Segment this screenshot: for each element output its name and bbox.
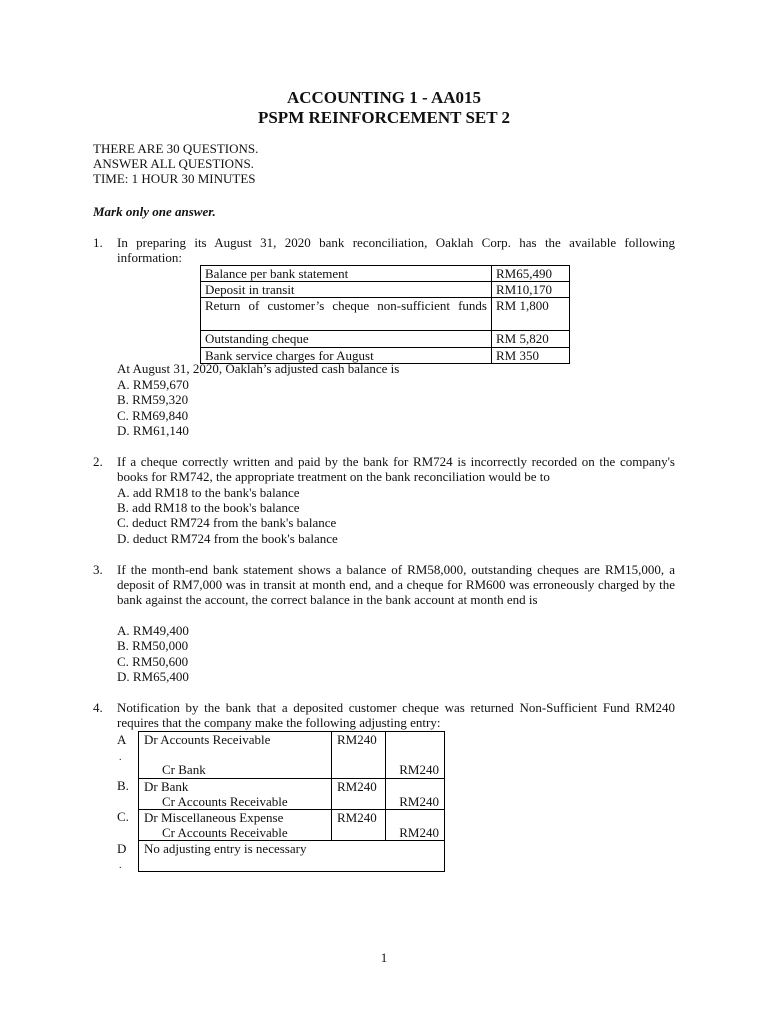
question-number: 4. [93,700,103,715]
debit-amount: RM240 [332,810,386,841]
debit-account: Dr Miscellaneous Expense [144,810,284,826]
table-row [201,331,570,347]
answer-option-c: C. deduct RM724 from the bank's balance [117,515,337,530]
table-row [201,282,570,298]
answer-option-a: A. RM49,400 [117,623,189,638]
table-cell-item: Deposit in transit [201,282,492,298]
answer-option-a: A. RM59,670 [117,377,189,392]
table-row [201,266,570,282]
credit-account: Cr Accounts Receivable [162,793,288,809]
answer-option-b: B. RM50,000 [117,638,189,653]
credit-amount: RM240 [399,825,439,841]
table-cell-amount: RM 350 [492,347,570,363]
option-letter: B. [117,778,129,793]
credit-account: Cr Accounts Receivable [162,825,288,841]
instruction-line: THERE ARE 30 QUESTIONS. [93,141,259,156]
credit-amount: RM240 [399,762,439,778]
debit-amount: RM240 [332,732,386,779]
table-row [201,298,570,331]
answer-option-a: A. add RM18 to the bank's balance [117,485,300,500]
document-title: ACCOUNTING 1 - AA015 [286,88,482,107]
mark-note: Mark only one answer. [93,204,216,219]
answer-option-d: D. deduct RM724 from the book's balance [117,531,338,546]
table-cell-amount: RM10,170 [492,282,570,298]
credit-account: Cr Bank [162,762,206,778]
table-cell-item: Bank service charges for August [201,347,492,363]
question-number: 2. [93,454,103,469]
answer-option-b: B. RM59,320 [117,392,189,407]
journal-option-b [139,778,445,809]
instruction-line: TIME: 1 HOUR 30 MINUTES [93,171,256,187]
table-cell-item: Balance per bank statement [201,266,492,282]
question-number: 3. [93,562,103,577]
table-cell-amount: RM65,490 [492,266,570,282]
question-text: If a cheque correctly written and paid by the bank for RM724 is incorrectly recorded on the company's books for RM742, the appropriate treatment on the bank reconciliation would be to [117,454,675,485]
bank-info-table [200,265,570,364]
answer-option-c: C. RM69,840 [117,408,189,423]
question-text: If the month-end bank statement shows a balance of RM58,000, outstanding cheques are RM15,000, a deposit of RM7,000 was in transit at month end, and a cheque for RM600 was erroneously charged by the bank against the account, the correct balance in the bank account at month end is [117,562,675,608]
option-letter: C. [117,809,129,824]
debit-account: Dr Bank [144,778,189,794]
journal-option-c [139,810,445,841]
question-text: Notification by the bank that a deposited customer cheque was returned Non-Sufficient Fund RM240 requires that the company make the following adjusting entry: [117,700,675,731]
answer-option-b: B. add RM18 to the book's balance [117,500,300,515]
table-cell-amount: RM 1,800 [492,298,570,331]
instruction-line: ANSWER ALL QUESTIONS. [93,156,254,172]
option-letter: A [117,732,127,747]
answer-option-d: D. RM65,400 [117,669,189,684]
table-cell-item: Return of customer’s cheque non-sufficient funds [201,298,492,331]
debit-amount: RM240 [332,778,386,809]
instructions [93,141,258,187]
no-entry-text: No adjusting entry is necessary [139,841,445,872]
journal-entry-table [138,731,445,872]
question-number: 1. [93,235,103,250]
question-text: In preparing its August 31, 2020 bank reconciliation, Oaklah Corp. has the available following information: [117,235,675,266]
answer-option-d: D. RM61,140 [117,423,189,438]
document-page: ACCOUNTING 1 - AA015 PSPM REINFORCEMENT SET 2 THERE ARE 30 QUESTIONS. ANSWER ALL QUESTIONS. TIME: 1 HOUR 30 MINUTES Mark only one answer. 1. In preparing its August 31, 2020 bank reconciliation, Oaklah Corp. has the available following information: Balance per bank statement RM65,490 Deposit in transit RM10,170 Return of customer’s cheque non-sufficient funds RM 1,800 Outstanding cheque RM 5,820 Bank service charges for August RM 350 At August 31, 2020, Oaklah’s adjusted cash balance is A. RM59,670 B. RM59,320 C. RM69,840 D. RM61,140 2. If a cheque correctly written and paid by the bank for RM724 is incorrectly recorded on the company's books for RM742, the appropriate treatment on the bank reconciliation would be to A. add RM18 to the bank's balance B. add RM18 to the book's balance C. deduct RM724 from the bank's balance D. deduct RM724 from the book's balance 3. If the month-end bank statement shows a balance of RM58,000, outstanding cheques are RM15,000, a deposit of RM7,000 was in transit at month end, and a cheque for RM600 was erroneously charged by the bank against the account, the correct balance in the bank account at month end is A. RM49,400 B. RM50,000 C. RM50,600 D. RM65,400 4. Notification by the bank that a deposited customer cheque was returned Non-Sufficient Fund RM240 requires that the company make the following adjusting entry: A . B. C. D . Dr Accounts Receivable Cr Bank RM240 RM240 Dr Bank Cr Accounts Receivable RM240 RM240 Dr Miscellaneous Expense Cr Accounts Receivable RM240 RM240 No adjusting entry is necessary 1 [0,0,768,1024]
table-cell-amount: RM 5,820 [492,331,570,347]
table-cell-item: Outstanding cheque [201,331,492,347]
document-subtitle: PSPM REINFORCEMENT SET 2 [257,108,511,127]
journal-option-a [139,732,445,779]
question-stem: At August 31, 2020, Oaklah’s adjusted cash balance is [117,361,400,376]
debit-account: Dr Accounts Receivable [144,732,271,747]
page-number: 1 [380,950,388,965]
answer-option-c: C. RM50,600 [117,654,189,669]
journal-option-d [139,841,445,872]
credit-amount: RM240 [399,793,439,809]
option-letter: D [117,841,127,856]
